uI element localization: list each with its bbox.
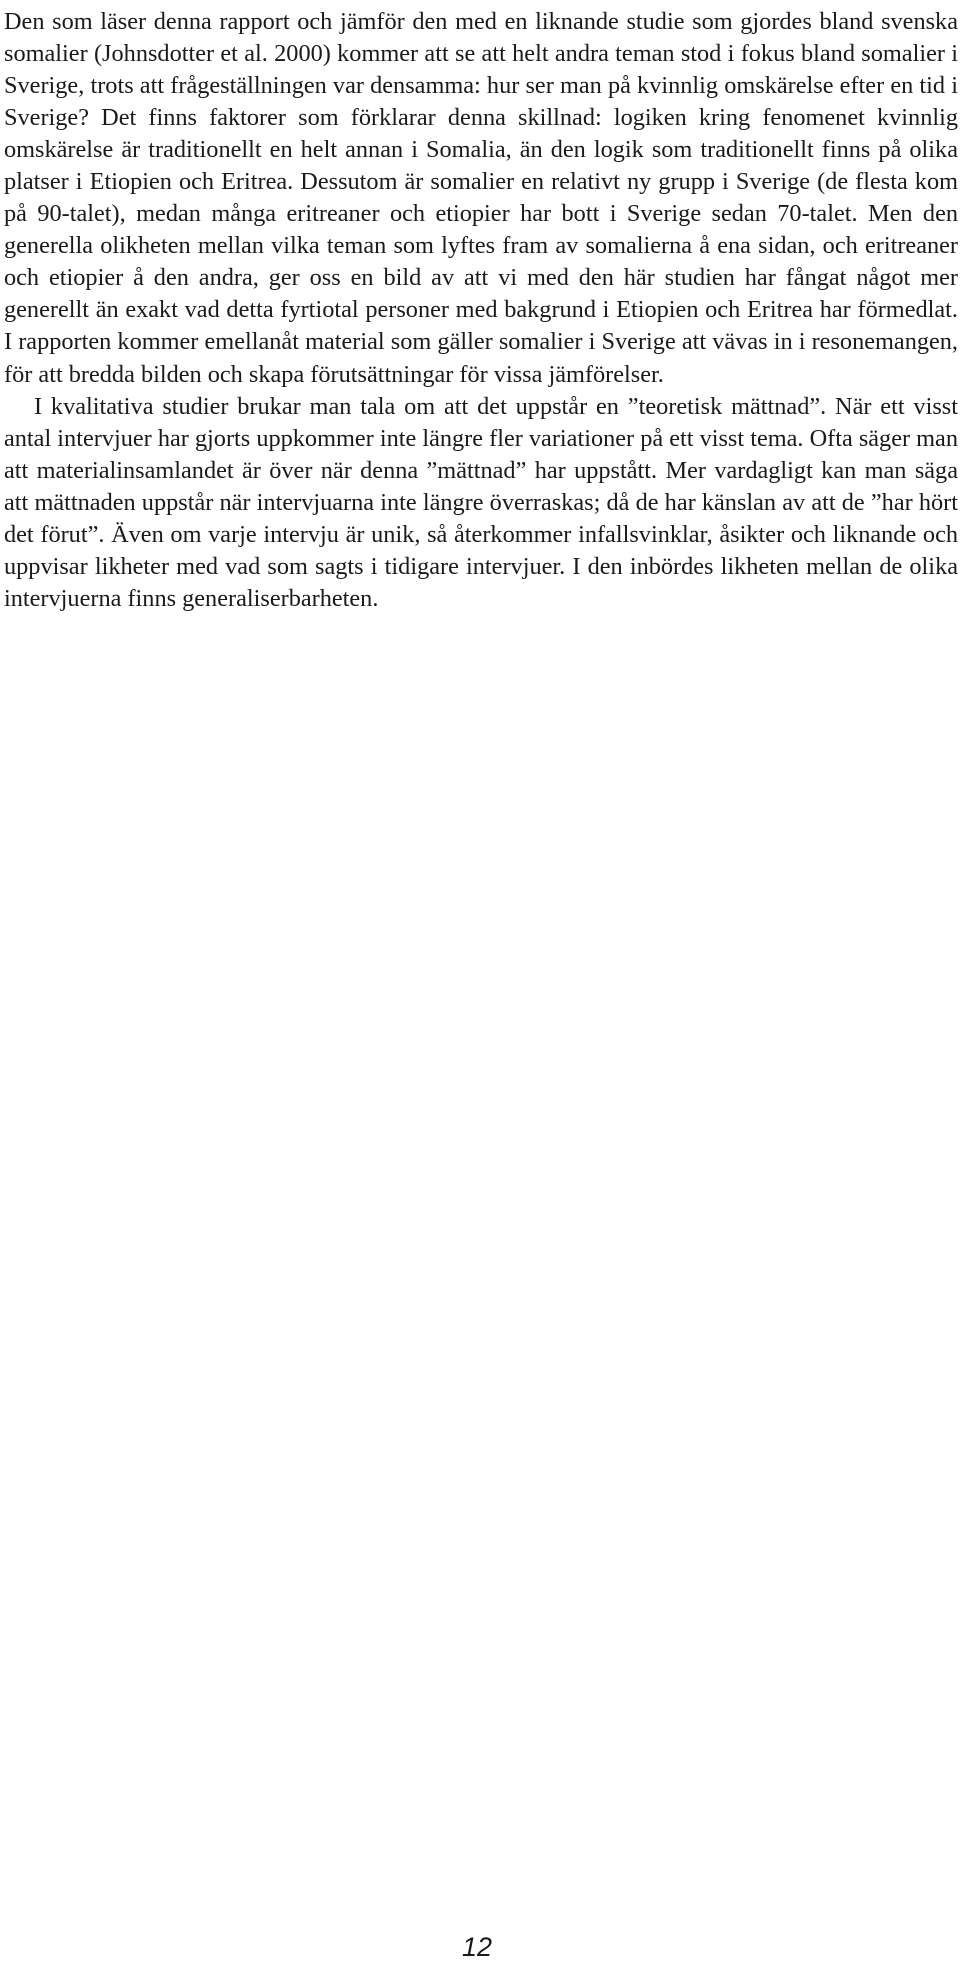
paragraph-2: I kvalitativa studier brukar man tala om att det uppstår en ”teoretisk mättnad”. När ett visst antal intervjuer har gjorts uppkommer inte längre fler variationer på ett visst tema. Ofta säger man att materialinsamlandet är över när denna ”mättnad” har uppstått. Mer vardagligt kan man säga att mättnaden uppstår när intervjuarna inte längre överraskas; då de har känslan av att de ”har hört det förut”. Även om varje intervju är unik, så återkommer infallsvinklar, åsikter och liknande och uppvisar likheter med vad som sagts i tidigare intervjuer. I den inbördes likheten mellan de olika intervjuerna finns generaliserbarheten. [4,392,958,612]
paragraph-1: Den som läser denna rapport och jämför den med en liknande studie som gjordes bland svenska somalier (Johnsdotter et al. 2000) kommer att se att helt andra teman stod i fokus bland somalier i Sverige, trots att frågeställningen var densamma: hur ser man på kvinnlig omskärelse efter en tid i Sverige? Det finns faktorer som förklarar denna skillnad: logiken kring fenomenet kvinnlig omskärelse är traditionellt en helt annan i Somalia, än den logik som traditionellt finns på olika platser i Etiopien och Eritrea. Dessutom är somalier en relativt ny grupp i Sverige (de flesta kom på 90-talet), medan många eritreaner och etiopier har bott i Sverige sedan 70-talet. Men den generella olikheten mellan vilka teman som lyftes fram av somalierna å ena sidan, och eritreaner och etiopier å den andra, ger oss en bild av att vi med den här studien har fångat något mer generellt än exakt vad detta fyrtiotal personer med bakgrund i Etiopien och Eritrea har förmedlat. I rapporten kommer emellanåt material som gäller somalier i Sverige att vävas in i resonemangen, för att bredda bilden och skapa förutsättningar för vissa jämförelser. [4,8,958,388]
body-text [4,6,958,615]
page-number: 12 [462,1932,493,1962]
